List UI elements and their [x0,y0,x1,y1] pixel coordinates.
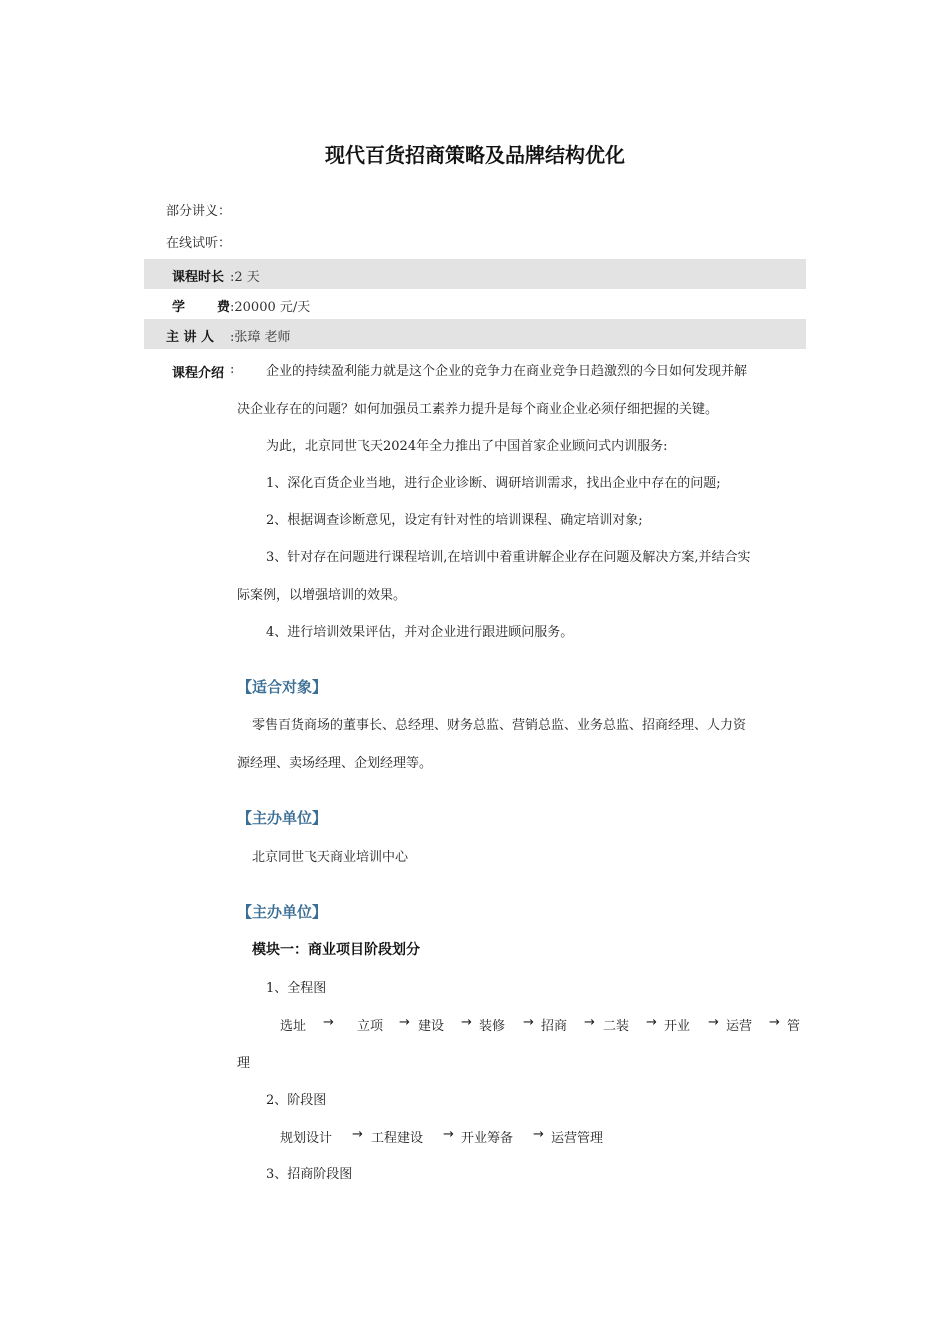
intro-item: 3、针对存在问题进行课程培训,在培训中着重讲解企业存在问题及解决方案,并结合实 [266,550,751,565]
arrow-right-icon: → [461,1015,472,1030]
arrow-right-icon: → [646,1015,657,1030]
full-process-flow [0,1015,950,1035]
organizer-text: 北京同世飞天商业培训中心 [252,850,409,865]
intro-item: 1、深化百货企业当地，进行企业诊断、调研培训需求，找出企业中存在的问题; [266,476,721,491]
arrow-right-icon: → [399,1015,410,1030]
arrow-right-icon: → [523,1015,534,1030]
intro-label: 课程介绍 [172,366,225,381]
organizer-heading: 【主办单位】 [237,809,328,827]
duration-label: 课程时长 [172,270,225,285]
intro-colon: : [230,362,235,377]
intro-item: 4、进行培训效果评估，并对企业进行跟进顾问服务。 [266,625,574,640]
preview-link[interactable]: 在线试听： [166,236,232,251]
flow-step: 运营管理 [551,1131,604,1146]
intro-paragraph-line: 企业的持续盈利能力就是这个企业的竞争力在商业竞争日趋激烈的今日如何发现并解 [266,364,748,379]
audience-text: 源经理、卖场经理、企划经理等。 [237,756,433,771]
module-title: 模块一：商业项目阶段划分 [252,942,420,958]
lecturer-label: 主 讲 人 [166,330,215,345]
stage-flow [0,1127,950,1147]
outline-subheading: 3、招商阶段图 [266,1167,353,1182]
intro-item: 际案例，以增强培训的效果。 [237,588,407,603]
lecturer-value: :张璋 老师 [230,330,291,345]
arrow-right-icon: → [323,1015,334,1030]
outline-subheading: 2、阶段图 [266,1093,327,1108]
intro-paragraph-line: 决企业存在的问题？如何加强员工素养力提升是每个商业企业必须仔细把握的关键。 [237,402,719,417]
duration-value: :2 天 [230,270,260,285]
arrow-right-icon: → [584,1015,595,1030]
flow-step: 开业筹备 [461,1131,514,1146]
flow-step: 招商 [541,1019,568,1034]
outline-heading: 【主办单位】 [237,903,328,921]
arrow-right-icon: → [708,1015,719,1030]
flow-step: 工程建设 [371,1131,424,1146]
flow-step: 规划设计 [280,1131,333,1146]
handout-link[interactable]: 部分讲义： [166,204,232,219]
fee-label: 学 费 [172,300,230,315]
flow-step: 管 [787,1019,801,1034]
flow-step: 二装 [603,1019,630,1034]
outline-subheading: 1、全程图 [266,981,327,996]
page-title: 现代百货招商策略及品牌结构优化 [325,143,625,167]
audience-text: 零售百货商场的董事长、总经理、财务总监、营销总监、业务总监、招商经理、人力资 [252,718,747,733]
flow-step: 装修 [479,1019,506,1034]
arrow-right-icon: → [769,1015,780,1030]
flow-step-continuation: 理 [237,1056,251,1071]
flow-step: 建设 [418,1019,445,1034]
fee-value: :20000 元/天 [230,300,311,315]
flow-step: 开业 [664,1019,691,1034]
flow-step: 运营 [726,1019,753,1034]
arrow-right-icon: → [533,1127,544,1142]
arrow-right-icon: → [352,1127,363,1142]
arrow-right-icon: → [443,1127,454,1142]
intro-item: 2、根据调查诊断意见，设定有针对性的培训课程、确定培训对象; [266,513,643,528]
audience-heading: 【适合对象】 [237,678,328,696]
intro-paragraph-line: 为此，北京同世飞天2024年全力推出了中国首家企业顾问式内训服务: [266,439,668,454]
flow-step: 立项 [357,1019,384,1034]
flow-step: 选址 [280,1019,307,1034]
